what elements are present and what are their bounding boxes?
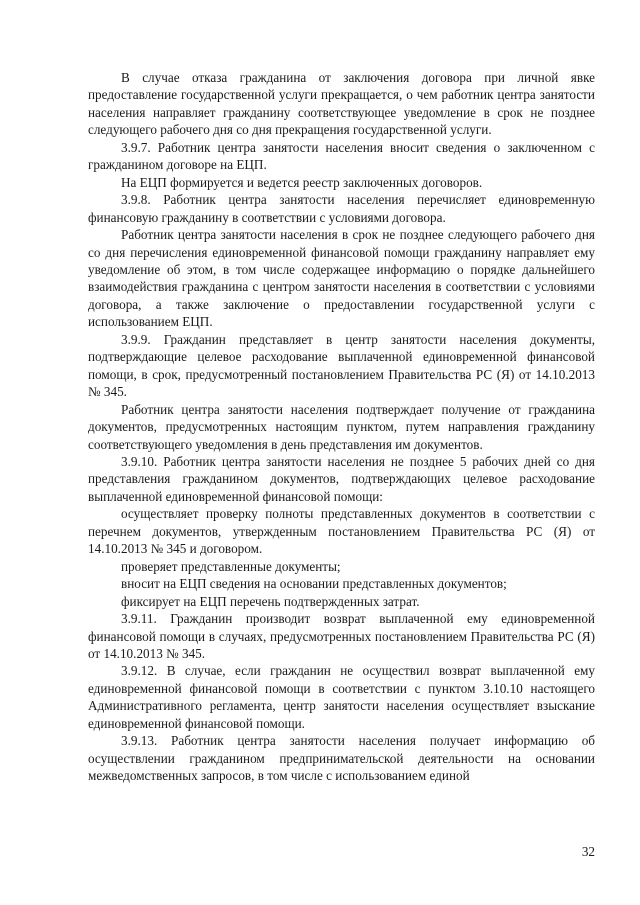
paragraph-3-9-10: 3.9.10. Работник центра занятости населения не позднее 5 рабочих дней со дня представления гражданином документов, подтверждающих целевое расходование выплаченной единовременной финансовой помощи: — [88, 453, 595, 504]
paragraph-3-9-8: 3.9.8. Работник центра занятости населения перечисляет единовременную финансовую гражданину в соответствии с условиями договора. — [88, 192, 595, 225]
paragraph-payment-notice: Работник центра занятости населения в срок не позднее следующего рабочего дня со дня перечисления единовременной финансовой помощи гражданину направляет ему уведомление об этом, в том числе содержащее информацию о порядке дальнейшего взаимодействия гражданина с центром занятости населения в соответствии с условиями договора, а также заключение о предоставлении государственной услуги с использованием ЕЦП. — [88, 227, 595, 330]
paragraph-3-9-12: 3.9.12. В случае, если гражданин не осуществил возврат выплаченной ему единовременной финансовой помощи в соответствии с пунктом 3.10.10 настоящего Административного регламента, центр занятости населения осуществляет взыскание единовременной финансовой помощи. — [88, 663, 595, 731]
paragraph-refusal-notice: В случае отказа гражданина от заключения договора при личной явке предоставление государственной услуги прекращается, о чем работник центра занятости населения направляет гражданину соответствующее уведомление в срок не позднее следующего рабочего дня со дня прекращения государственной услуги. — [88, 70, 595, 138]
paragraph-documents-check: проверяет представленные документы; — [121, 558, 341, 574]
paragraph-3-9-7: 3.9.7. Работник центра занятости населения вносит сведения о заключенном с гражданином договоре на ЕЦП. — [88, 139, 595, 173]
paragraph-expenses-record: фиксирует на ЕЦП перечень подтвержденных затрат. — [121, 593, 420, 609]
paragraph-3-9-11: 3.9.11. Гражданин производит возврат выплаченной ему единовременной финансовой помощи в случаях, предусмотренных постановлением Правительства РС (Я) от 14.10.2013 № 345. — [88, 611, 595, 661]
paragraph-completeness-check: осуществляет проверку полноты представленных документов в соответствии с перечнем документов, утвержденным постановлением Правительства РС (Я) от 14.10.2013 № 345 и договором. — [88, 506, 595, 557]
paragraph-receipt-confirmation: Работник центра занятости населения подтверждает получение от гражданина документов, предусмотренных настоящим пунктом, путем направления гражданину соответствующего уведомления в день представления им документов. — [88, 401, 595, 452]
paragraph-3-9-13: 3.9.13. Работник центра занятости населения получает информацию об осуществлении гражданином предпринимательской деятельности на основании межведомственных запросов, в том числе с использованием единой — [88, 733, 595, 784]
page-number: 32 — [581, 844, 595, 859]
paragraph-registry: На ЕЦП формируется и ведется реестр заключенных договоров. — [121, 174, 483, 190]
paragraph-ecp-entry: вносит на ЕЦП сведения на основании представленных документов; — [121, 576, 507, 592]
document-body — [88, 69, 595, 785]
paragraph-3-9-9: 3.9.9. Гражданин представляет в центр занятости населения документы, подтверждающие целевое расходование выплаченной единовременной финансовой помощи, в срок, предусмотренный постановлением Правительства РС (Я) от 14.10.2013 № 345. — [88, 331, 595, 400]
